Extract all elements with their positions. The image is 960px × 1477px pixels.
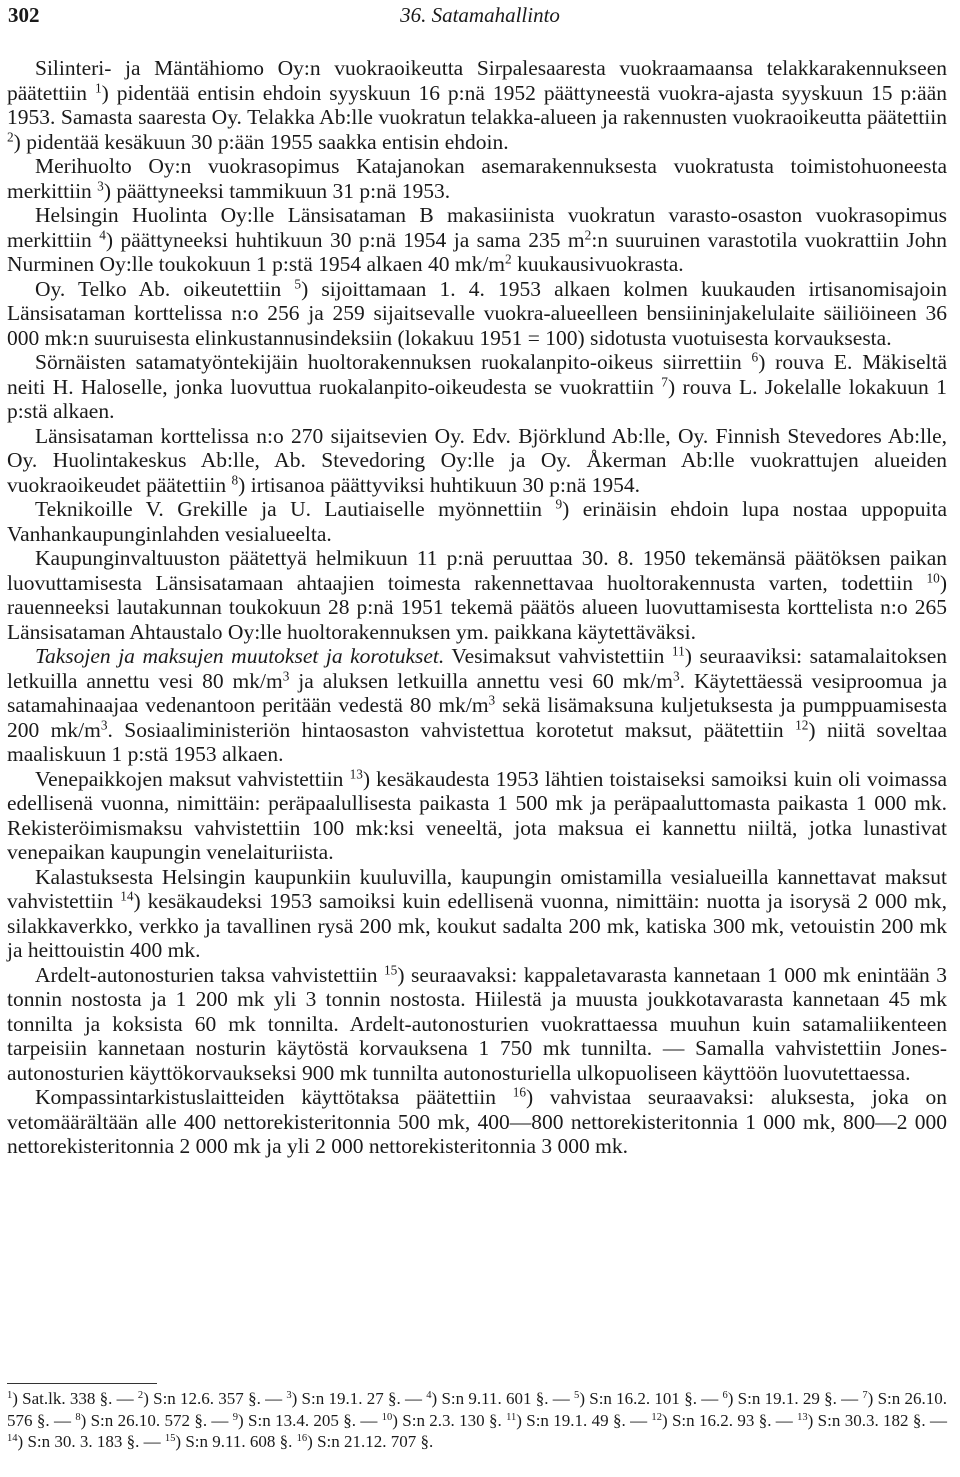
footnote-marker: 9 (555, 496, 563, 512)
text-run: ) pidentää entisin ehdoin syyskuun 16 p:nä 1952 päättyneestä vuokra-ajasta syyskuun 15 p:ään 1953. Samasta saaresta Oy. Telakka Ab:lle vuokratun telakka-alueen ja rakennusten vuokraoikeutta päätettiin (7, 80, 947, 129)
text-run: ) seuraaviksi: satamalaitoksen letkuilla annettu vesi 80 mk/m (7, 644, 947, 693)
text-run: sekä lisämaksuna kuljetuksesta ja pumppuamisesta 200 mk/m (7, 693, 947, 742)
section-heading: Taksojen ja maksujen muutokset ja korotukset. (35, 644, 445, 668)
footnote-marker: 4 (426, 1390, 432, 1402)
paragraph-13 (7, 1085, 947, 1159)
text-run: ) pidentää kesäkuun 30 p:ään 1955 saakka entisin ehdoin. (13, 129, 509, 154)
page-header (8, 3, 952, 33)
text-run: Kalastuksesta Helsingin kaupunkiin kuuluvilla, kaupungin omistamilla vesialueilla kannettavat maksut vahvistettiin (7, 864, 947, 913)
footnote-marker: 2 (584, 227, 592, 243)
footnote-marker: 14 (7, 1433, 18, 1445)
footnote-marker: 11 (506, 1411, 517, 1423)
text-run: ) S:n 12.6. 357 §. — (143, 1389, 287, 1408)
text-run: ) Sat.lk. 338 §. — (12, 1389, 138, 1408)
footnote-marker: 10 (926, 570, 940, 586)
text-run: ) S:n 9.11. 608 §. (175, 1432, 297, 1451)
paragraph-1 (7, 56, 947, 154)
text-run: ) S:n 30. 3. 183 §. — (17, 1432, 165, 1451)
text-run: ) S:n 19.1. 27 §. — (291, 1389, 427, 1408)
text-run: ) S:n 9.11. 601 §. — (431, 1389, 575, 1408)
footnote-marker: 5 (294, 276, 302, 292)
footnote-marker: 2 (137, 1390, 144, 1402)
text-run: Merihuolto Oy:n vuokrasopimus Katajanokan asemarakennuksesta vuokratusta toimistohuoneesta merkittiin (7, 154, 947, 203)
footnote-marker: 3 (488, 692, 496, 708)
paragraph-3 (7, 203, 947, 277)
footnote-marker: 16 (296, 1433, 308, 1445)
footnote-marker: 3 (282, 668, 290, 684)
text-run: ) S:n 26.10. 572 §. — (80, 1410, 233, 1430)
paragraph-2 (7, 154, 947, 203)
paragraph-8 (7, 546, 947, 644)
text-run: :n suuruinen varastotila vuokrattiin John Nurminen Oy:lle toukokuun 1 p:stä 1954 alkaen 40 mk/m (7, 227, 948, 276)
text-run: ) S:n 19.1. 29 §. — (727, 1389, 863, 1408)
text-run: ) S:n 19.1. 49 §. — (516, 1410, 652, 1430)
footnote-marker: 16 (512, 1084, 527, 1100)
footnote-marker: 14 (120, 888, 134, 904)
footnote-marker: 10 (381, 1411, 393, 1423)
page-number: 302 (8, 3, 40, 27)
footnote-marker: 2 (7, 129, 14, 145)
text-run: Oy. Telko Ab. oikeutettiin (35, 276, 295, 301)
text-run: Kaupunginvaltuuston päätettyä helmikuun 11 p:nä peruuttaa 30. 8. 1950 tekemänsä päätöksen paikan luovuttamisesta Länsisatamaan ahtaajien toimesta rakennettavaa huoltorakennusta varten, todettiin (7, 546, 947, 595)
footnote-marker: 7 (661, 374, 668, 390)
paragraph-5 (7, 350, 947, 424)
text-run: Ardelt-autonosturien taksa vahvistettiin (35, 962, 385, 987)
paragraph-11 (7, 865, 947, 963)
footnote-marker: 15 (164, 1433, 176, 1445)
text-run: Kompassintarkistuslaitteiden käyttötaksa päätettiin (35, 1085, 513, 1109)
text-run: Vesimaksut vahvistettiin (444, 644, 672, 668)
footnote-marker: 5 (574, 1390, 580, 1402)
footnote-marker: 6 (751, 349, 759, 365)
text-run: ) S:n 26.10. 576 §. — (7, 1389, 948, 1430)
footnote-marker: 1 (94, 80, 102, 96)
text-run: ) S:n 2.3. 130 §. (392, 1410, 507, 1430)
text-run: ) päättyneeksi huhtikuun 30 p:nä 1954 ja sama 235 m (105, 227, 585, 252)
footnote-rule (7, 1383, 157, 1384)
text-run: ) S:n 30.3. 182 §. — (807, 1410, 948, 1430)
footnote-marker: 13 (797, 1411, 808, 1423)
footnote-marker: 7 (862, 1390, 868, 1402)
running-head: 36. Satamahallinto (400, 3, 560, 27)
footnote-marker: 15 (384, 962, 398, 978)
footnotes (7, 1388, 947, 1453)
text-run: ) rouva L. Jokelalle lokakuun 1 p:stä alkaen. (7, 374, 947, 423)
footnote-marker: 12 (651, 1411, 662, 1423)
text-run: Venepaikkojen maksut vahvistettiin (35, 766, 350, 791)
paragraph-7 (7, 497, 947, 546)
footnote-marker: 3 (286, 1390, 292, 1402)
footnote-marker: 4 (99, 227, 106, 243)
text-run: kuukausivuokrasta. (511, 252, 684, 276)
text-run: ) kesäkaudesta 1953 lähtien toistaiseksi samoiksi kuin oli voimassa edellisenä vuonna, nimittäin: peräpaalullisesta paikasta 1 500 mk ja peräpaaluttomasta paikasta 1 000 mk. Rekisteröimismaksu vahvistettiin 100 mk:ksi veneeltä, jota maksua ei kannettu niiltä, jotka lunastivat venepaikan kaupungin venelaituriista. (7, 766, 947, 864)
footnote-marker: 1 (7, 1390, 13, 1402)
footnote-marker: 2 (505, 251, 512, 267)
footnote-marker: 3 (100, 717, 108, 733)
text-run: . Sosiaaliministeriön hintaosaston vahvistettua korotetut maksut, päätettiin (107, 717, 796, 742)
text-run: Teknikoille V. Grekille ja U. Lautiaiselle myönnettiin (35, 497, 556, 521)
footnote-marker: 11 (671, 643, 685, 659)
text-run: ) irtisanoa päättyviksi huhtikuun 30 p:nä 1954. (238, 472, 641, 497)
text-run: ) S:n 16.2. 93 §. — (661, 1410, 798, 1430)
paragraph-10 (7, 767, 947, 865)
footnote-marker: 8 (75, 1411, 81, 1423)
text-run: ja aluksen letkuilla annettu vesi 60 mk/m (289, 668, 673, 693)
footnote-marker: 6 (722, 1390, 728, 1402)
paragraph-6 (7, 424, 947, 498)
text-run: ) seuraavaksi: kappaletavarasta kannetaan 1 000 mk enintään 3 tonnin nostosta ja 1 200 mk yli 3 tonnin nostosta. Hiilestä ja muusta joukkotavarasta kannetaan 45 mk tonnilta ja koksista 60 mk tonnilta. Ardelt-autonosturien vuokrattaessa muuhun kuin satamaliikenteen tarpeisiin kannetaan nosturin käytöstä korvauksena 1 750 mk tunnilta. — Samalla vahvistettiin Jones-autonosturien käyttökorvaukseksi 900 mk tunnilta autonosturiella ulkopuoliseen käyttöön luovutettaessa. (7, 962, 947, 1085)
footnote-marker: 9 (232, 1411, 239, 1423)
text-run: ) päättyneeksi tammikuun 31 p:nä 1953. (103, 178, 451, 203)
text-run: ) erinäisin ehdoin lupa nostaa uppopuita Vanhankaupunginlahden vesialueelta. (7, 497, 947, 546)
text-run: ) vahvistaa seuraavaksi: aluksesta, joka on vetomäärältään alle 400 nettorekisteritonnia 500 mk, 400—800 nettorekisteritonnia 1 000 mk, 800—2 000 nettorekisteritonnia 2 000 mk ja yli 2 000 nettorekisteritonnia 3 000 mk. (7, 1085, 947, 1158)
text-run: ) sijoittamaan 1. 4. 1953 alkaen kolmen kuukauden irtisanomisajoin Länsisataman korttelissa n:o 256 ja 259 sijaitsevalle vuokra-alueelleen bensiininjakelulaite säiliöineen 36 000 mk:n suuruisesta elinkustannusindeksiin (lokakuu 1951 = 100) sidotusta vuotuisesta korvauksesta. (7, 276, 947, 350)
footnote-marker: 13 (349, 766, 363, 782)
text-run: ) S:n 16.2. 101 §. — (579, 1389, 723, 1408)
body-text (7, 56, 947, 1159)
text-run: Sörnäisten satamatyöntekijäin huoltorakennuksen ruokalanpito-oikeus siirrettiin (35, 350, 752, 374)
text-run: ) rouva E. Mäkiseltä neiti H. Haloselle, jonka luovuttua ruokalanpito-oikeudesta se vuokrattiin (7, 350, 947, 399)
text-run: ) rauenneeksi lautakunnan toukokuun 28 p:nä 1951 tekemä päätös alueen luovuttamisesta korttelista n:o 265 Länsisataman Ahtaustalo Oy:lle huoltorakennuksen ym. paikkana käytettäväksi. (7, 570, 947, 644)
text-run: Helsingin Huolinta Oy:lle Länsisataman B makasiinista vuokratun varasto-osaston vuokrasopimus merkittiin (7, 203, 947, 252)
text-run: ) S:n 13.4. 205 §. — (238, 1410, 382, 1430)
text-run: ) S:n 21.12. 707 §. (307, 1432, 434, 1451)
text-run: . Käytettäessä vesiproomua ja satamahinaajaa vedenantoon peritään vedestä 80 mk/m (7, 668, 947, 717)
text-run: ) kesäkaudeksi 1953 samoiksi kuin edellisenä vuonna, nimittäin: nuotta ja isorysä 2 000 mk, silakkaverkko, verkko ja tavallinen rysä 200 mk, koukut sadalta 200 mk, katiska 300 mk, vetouistin 200 mk ja heittouistin 400 mk. (7, 889, 947, 962)
text-run: Länsisataman korttelissa n:o 270 sijaitsevien Oy. Edv. Björklund Ab:lle, Oy. Finnish Stevedores Ab:lle, Oy. Huolintakeskus Ab:lle, Ab. Stevedoring Oy:lle ja Oy. Åkerman Ab:lle vuokrattujen alueiden vuokraoikeudet päätettiin (7, 423, 947, 497)
paragraph-12 (7, 963, 947, 1086)
paragraph-4 (7, 277, 947, 351)
footnote-marker: 8 (231, 472, 239, 488)
footnote-line-1 (7, 1388, 947, 1453)
footnote-marker: 3 (97, 178, 104, 194)
paragraph-9 (7, 644, 947, 767)
footnote-marker: 3 (672, 668, 680, 684)
text-run: ) niitä soveltaa maaliskuun 1 p:stä 1953 alkaen. (7, 717, 947, 766)
footnote-marker: 12 (795, 717, 809, 733)
text-run: Silinteri- ja Mäntähiomo Oy:n vuokraoikeutta Sirpalesaaresta vuokraamaansa telakkarakennukseen päätettiin (7, 56, 947, 105)
